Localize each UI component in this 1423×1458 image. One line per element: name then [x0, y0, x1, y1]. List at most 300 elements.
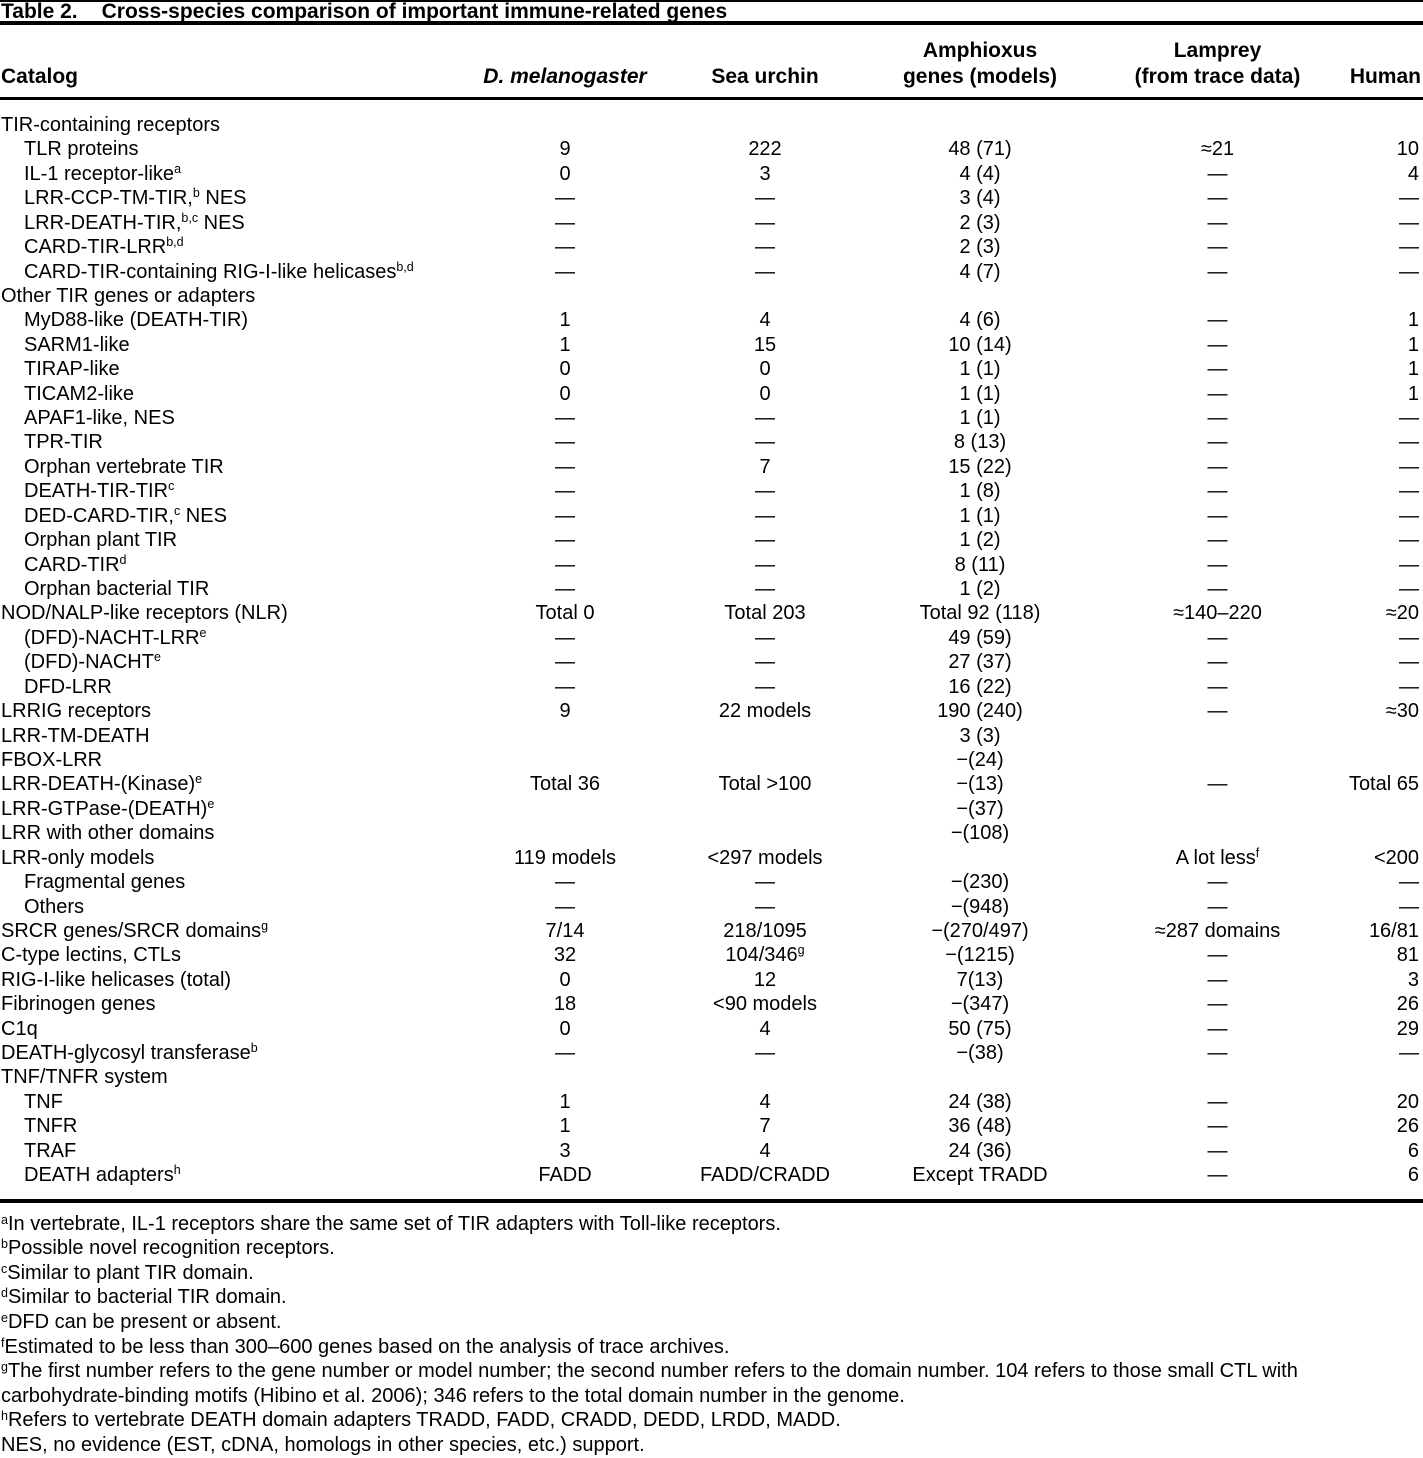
cell-human: 26	[1396, 1115, 1419, 1138]
cell-sea-urchin	[675, 1065, 855, 1089]
cell-sea-urchin: —	[755, 236, 775, 259]
cell-sea-urchin: —	[755, 504, 775, 527]
cell-lamprey: —	[1207, 773, 1228, 796]
cell-lamprey: —	[1207, 871, 1228, 894]
cell-human: 6	[1407, 1139, 1419, 1162]
cell-amphioxus: 10 (14)	[948, 333, 1012, 356]
cell-d-melanogaster: FADD	[538, 1164, 592, 1187]
cell-sea-urchin: <90 models	[713, 993, 817, 1016]
cell-amphioxus: 1 (2)	[959, 578, 1001, 601]
cell-amphioxus: 4 (4)	[959, 162, 1001, 185]
cell-lamprey: —	[1207, 455, 1228, 478]
cell-sea-urchin: 22 models	[718, 700, 812, 723]
cell-amphioxus	[855, 846, 1105, 870]
footnote-text: Similar to plant TIR domain.	[7, 1261, 254, 1284]
cell-catalog: TNF	[24, 1090, 63, 1113]
footnote-text: Estimated to be less than 300–600 genes based on the analysis of trace archives.	[4, 1335, 730, 1358]
footnotes-section	[0, 1203, 1423, 1458]
table-row	[0, 137, 1423, 161]
cell-d-melanogaster: 9	[559, 138, 571, 161]
cell-lamprey	[1105, 1065, 1330, 1089]
column-header-lamprey: Lamprey (from trace data)	[1134, 39, 1301, 88]
cell-lamprey: —	[1207, 407, 1228, 430]
cell-amphioxus: Total 92 (118)	[919, 602, 1041, 625]
cell-catalog: LRR-GTPase-(DEATH)$^e$	[1, 796, 215, 820]
table-row	[0, 919, 1423, 943]
footnote	[0, 1408, 1423, 1433]
cell-sea-urchin: <297 models	[707, 846, 823, 869]
cell-human: 4	[1407, 162, 1419, 185]
cell-human: —	[1399, 626, 1419, 649]
cell-lamprey	[1105, 284, 1330, 308]
cell-amphioxus: 49 (59)	[948, 626, 1012, 649]
cell-catalog: TICAM2-like	[24, 382, 135, 405]
cell-sea-urchin: 3	[759, 162, 771, 185]
cell-d-melanogaster: 7/14	[545, 919, 585, 942]
cell-amphioxus: 24 (38)	[948, 1090, 1012, 1113]
cell-amphioxus: −(1215)	[945, 944, 1015, 967]
footnote-text: Refers to vertebrate DEATH domain adapters TRADD, FADD, CRADD, DEDD, LRDD, MADD.	[7, 1409, 841, 1432]
footnote	[0, 1212, 1423, 1237]
cell-sea-urchin: —	[755, 529, 775, 552]
cell-sea-urchin: 0	[759, 382, 771, 405]
cell-human	[1330, 113, 1423, 137]
cell-amphioxus: 1 (1)	[959, 407, 1001, 430]
table-row	[0, 235, 1423, 259]
cell-amphioxus: −(270/497)	[931, 919, 1029, 942]
cell-lamprey: —	[1207, 895, 1228, 918]
cell-sea-urchin: 0	[759, 358, 771, 381]
cell-lamprey	[1105, 724, 1330, 748]
footnote-marker: g	[1, 1360, 8, 1375]
cell-lamprey: ≈140–220	[1173, 602, 1262, 625]
cell-amphioxus: 2 (3)	[959, 236, 1001, 259]
column-header-amphioxus: Amphioxus genes (models)	[902, 39, 1058, 88]
footnote-text: Similar to bacterial TIR domain.	[7, 1286, 287, 1309]
cell-human: ≈30	[1385, 700, 1419, 723]
table-row	[0, 528, 1423, 552]
cell-sea-urchin: 4	[759, 1017, 771, 1040]
column-header-sea-urchin: Sea urchin	[711, 65, 819, 88]
cell-d-melanogaster: —	[555, 1042, 575, 1065]
table-row	[0, 870, 1423, 894]
cell-lamprey: —	[1207, 236, 1228, 259]
table-row	[0, 626, 1423, 650]
cell-catalog: LRR-DEATH-(Kinase)$^e$	[1, 772, 203, 796]
table-row	[0, 846, 1423, 870]
cell-sea-urchin	[675, 113, 855, 137]
cell-human: —	[1399, 871, 1419, 894]
footnote	[0, 1359, 1423, 1408]
cell-human: —	[1399, 1042, 1419, 1065]
table-row	[0, 455, 1423, 479]
cell-amphioxus: Except TRADD	[912, 1164, 1048, 1187]
table-row	[0, 1090, 1423, 1114]
table-row	[0, 577, 1423, 601]
cell-sea-urchin: 7	[759, 455, 771, 478]
cell-d-melanogaster: 9	[559, 700, 571, 723]
cell-lamprey: —	[1207, 1042, 1228, 1065]
cell-d-melanogaster: —	[555, 626, 575, 649]
cell-human: —	[1399, 431, 1419, 454]
cell-sea-urchin: 7	[759, 1115, 771, 1138]
cell-lamprey: —	[1207, 944, 1228, 967]
cell-lamprey: —	[1207, 578, 1228, 601]
cell-human: <200	[1373, 846, 1419, 869]
cell-catalog: DEATH-TIR-TIR$^c$	[24, 479, 175, 503]
table-row	[0, 308, 1423, 332]
cell-catalog: RIG-I-like helicases (total)	[1, 968, 232, 991]
cell-d-melanogaster	[455, 821, 675, 845]
cell-sea-urchin: 15	[753, 333, 777, 356]
footnote-text: Possible novel recognition receptors.	[7, 1237, 335, 1260]
cell-amphioxus: 2 (3)	[959, 211, 1001, 234]
table-header-row	[0, 25, 1423, 97]
cell-sea-urchin: —	[755, 578, 775, 601]
cell-amphioxus: 3 (4)	[959, 187, 1001, 210]
cell-lamprey: —	[1207, 1090, 1228, 1113]
cell-sea-urchin: 222	[748, 138, 782, 161]
cell-lamprey: —	[1207, 1115, 1228, 1138]
footnote	[0, 1285, 1423, 1310]
cell-d-melanogaster	[455, 284, 675, 308]
cell-catalog: Orphan plant TIR	[24, 529, 178, 552]
cell-d-melanogaster: 0	[559, 968, 571, 991]
cell-amphioxus: −(37)	[956, 797, 1004, 820]
cell-amphioxus: 8 (13)	[953, 431, 1007, 454]
footnote	[0, 1261, 1423, 1286]
cell-amphioxus: 190 (240)	[937, 700, 1023, 723]
cell-amphioxus: 27 (37)	[948, 651, 1012, 674]
cell-amphioxus: 1 (1)	[959, 504, 1001, 527]
table-row	[0, 821, 1423, 845]
cell-sea-urchin: 12	[753, 968, 777, 991]
cell-sea-urchin: —	[755, 407, 775, 430]
cell-lamprey: —	[1207, 309, 1228, 332]
cell-human: —	[1399, 211, 1419, 234]
cell-d-melanogaster: —	[555, 260, 575, 283]
cell-lamprey	[1105, 821, 1330, 845]
cell-catalog: MyD88-like (DEATH-TIR)	[24, 309, 249, 332]
cell-sea-urchin: Total 203	[724, 602, 806, 625]
cell-d-melanogaster	[455, 1065, 675, 1089]
table-row	[0, 479, 1423, 503]
cell-sea-urchin	[675, 797, 855, 821]
cell-human: 1	[1407, 309, 1419, 332]
table-row	[0, 772, 1423, 796]
cell-catalog: LRR-TM-DEATH	[1, 724, 150, 747]
cell-lamprey	[1105, 748, 1330, 772]
cell-sea-urchin	[675, 724, 855, 748]
footnote-marker: e	[1, 1310, 8, 1325]
cell-human: —	[1399, 651, 1419, 674]
cell-human: 3	[1407, 968, 1419, 991]
cell-human: Total 65	[1348, 773, 1419, 796]
cell-d-melanogaster: 0	[559, 1017, 571, 1040]
cell-amphioxus	[855, 1065, 1105, 1089]
cell-human	[1330, 821, 1423, 845]
cell-catalog: LRR-only models	[1, 846, 155, 869]
cell-d-melanogaster: —	[555, 504, 575, 527]
cell-amphioxus: 4 (7)	[959, 260, 1001, 283]
cell-lamprey	[1105, 797, 1330, 821]
table-row	[0, 992, 1423, 1016]
cell-human: ≈20	[1385, 602, 1419, 625]
table-row	[0, 943, 1423, 967]
cell-catalog: LRR-DEATH-TIR,$^{b,c}$ NES	[24, 210, 245, 234]
cell-catalog: LRRIG receptors	[1, 700, 152, 723]
cell-lamprey: —	[1207, 1164, 1228, 1187]
cell-human: —	[1399, 236, 1419, 259]
cell-d-melanogaster: Total 36	[529, 773, 601, 796]
cell-lamprey: —	[1207, 553, 1228, 576]
cell-human: —	[1399, 260, 1419, 283]
cell-sea-urchin: 4	[759, 1139, 771, 1162]
cell-d-melanogaster: —	[555, 529, 575, 552]
cell-sea-urchin	[675, 821, 855, 845]
footnote-marker: b	[1, 1237, 8, 1252]
cell-sea-urchin: FADD/CRADD	[699, 1164, 830, 1187]
cell-lamprey: —	[1207, 651, 1228, 674]
cell-amphioxus: 50 (75)	[948, 1017, 1012, 1040]
cell-human	[1330, 1065, 1423, 1089]
cell-amphioxus: 16 (22)	[948, 675, 1012, 698]
table-row	[0, 382, 1423, 406]
cell-amphioxus: −(347)	[950, 993, 1010, 1016]
table-row	[0, 504, 1423, 528]
table-row	[0, 1041, 1423, 1065]
footnote	[0, 1335, 1423, 1360]
cell-lamprey: —	[1207, 504, 1228, 527]
cell-d-melanogaster: 0	[559, 162, 571, 185]
cell-lamprey: —	[1207, 431, 1228, 454]
cell-catalog: IL-1 receptor-like$^a$	[24, 161, 182, 185]
cell-amphioxus: 7(13)	[956, 968, 1004, 991]
table-title	[0, 2, 1423, 21]
cell-lamprey: —	[1207, 382, 1228, 405]
cell-catalog: Fragmental genes	[24, 871, 186, 894]
cell-catalog: C-type lectins, CTLs	[1, 944, 182, 967]
table-row	[0, 748, 1423, 772]
table-row	[0, 260, 1423, 284]
cell-lamprey: —	[1207, 626, 1228, 649]
cell-sea-urchin: 4	[759, 1090, 771, 1113]
cell-human: 16/81	[1368, 919, 1419, 942]
column-header-d-melanogaster: D. melanogaster	[483, 65, 647, 88]
cell-lamprey: —	[1207, 968, 1228, 991]
footnote-text: The first number refers to the gene number or model number; the second number refers to the domain number. 104 refers to those small CTL with carbohydrate-binding motifs (Hibino et al. 2006); 346 refers to the total domain number in the genome.	[1, 1360, 1298, 1407]
footnote-text: NES, no evidence (EST, cDNA, homologs in other species, etc.) support.	[1, 1433, 645, 1456]
cell-lamprey: —	[1207, 187, 1228, 210]
footnote-text: DFD can be present or absent.	[7, 1310, 282, 1333]
cell-human: 81	[1396, 944, 1419, 967]
table-row	[0, 284, 1423, 308]
table-row	[0, 357, 1423, 381]
cell-d-melanogaster: —	[555, 578, 575, 601]
cell-d-melanogaster: —	[555, 211, 575, 234]
column-header-catalog: Catalog	[1, 65, 79, 88]
table-row	[0, 333, 1423, 357]
cell-sea-urchin: —	[755, 871, 775, 894]
cell-sea-urchin: —	[755, 651, 775, 674]
table-row	[0, 1065, 1423, 1089]
cell-human: 29	[1396, 1017, 1419, 1040]
cell-human	[1330, 724, 1423, 748]
cell-sea-urchin: Total >100	[718, 773, 812, 796]
cell-catalog: SRCR genes/SRCR domains$^g$	[1, 918, 269, 942]
cell-d-melanogaster: —	[555, 871, 575, 894]
cell-human: —	[1399, 895, 1419, 918]
cell-d-melanogaster: —	[555, 895, 575, 918]
cell-lamprey: A lot less$^f$	[1175, 845, 1260, 869]
table-row	[0, 724, 1423, 748]
cell-human: 26	[1396, 993, 1419, 1016]
cell-amphioxus: −(24)	[956, 748, 1004, 771]
cell-human: —	[1399, 529, 1419, 552]
cell-lamprey: —	[1207, 1017, 1228, 1040]
cell-catalog: DED-CARD-TIR,$^c$ NES	[24, 503, 227, 527]
cell-human: 6	[1407, 1164, 1419, 1187]
cell-sea-urchin	[675, 284, 855, 308]
table-row	[0, 675, 1423, 699]
cell-amphioxus: −(230)	[950, 871, 1010, 894]
cell-d-melanogaster: 0	[559, 358, 571, 381]
cell-d-melanogaster: —	[555, 455, 575, 478]
cell-catalog: SARM1-like	[24, 333, 130, 356]
cell-sea-urchin	[675, 748, 855, 772]
cell-lamprey: —	[1207, 993, 1228, 1016]
footnote	[0, 1310, 1423, 1335]
cell-d-melanogaster: 1	[559, 1090, 571, 1113]
cell-catalog: Orphan bacterial TIR	[24, 578, 210, 601]
cell-d-melanogaster: —	[555, 480, 575, 503]
footnote	[0, 1433, 1423, 1458]
cell-amphioxus: 8 (11)	[954, 553, 1006, 576]
cell-amphioxus: 1 (1)	[959, 358, 1001, 381]
cell-sea-urchin: 4	[759, 309, 771, 332]
cell-lamprey: —	[1207, 333, 1228, 356]
table-row	[0, 186, 1423, 210]
cell-human	[1330, 748, 1423, 772]
cell-lamprey: —	[1207, 700, 1228, 723]
cell-human: 1	[1407, 382, 1419, 405]
cell-d-melanogaster: —	[555, 553, 575, 576]
cell-human: —	[1399, 675, 1419, 698]
cell-catalog: TNFR	[24, 1115, 78, 1138]
table-row	[0, 1163, 1423, 1187]
cell-catalog: DEATH-glycosyl transferase$^b$	[1, 1041, 258, 1065]
cell-catalog: DEATH adapters$^h$	[24, 1163, 181, 1187]
cell-d-melanogaster: 1	[559, 309, 571, 332]
cell-catalog: Fibrinogen genes	[1, 993, 156, 1016]
cell-sea-urchin: —	[755, 260, 775, 283]
cell-sea-urchin: —	[755, 211, 775, 234]
cell-d-melanogaster: 3	[559, 1139, 571, 1162]
cell-d-melanogaster: 32	[553, 944, 577, 967]
table-row	[0, 797, 1423, 821]
table-row	[0, 1114, 1423, 1138]
cell-lamprey: —	[1207, 1139, 1228, 1162]
cell-lamprey: ≈287 domains	[1154, 919, 1281, 942]
cell-human: —	[1399, 578, 1419, 601]
table-caption: Cross-species comparison of important immune-related genes	[101, 0, 728, 23]
cell-catalog: DFD-LRR	[24, 675, 112, 698]
cell-sea-urchin: 104/346$^g$	[725, 943, 805, 967]
footnote-marker: c	[1, 1261, 8, 1276]
table-row	[0, 895, 1423, 919]
cell-amphioxus: 48 (71)	[948, 138, 1012, 161]
cell-sea-urchin: —	[755, 895, 775, 918]
cell-catalog: Other TIR genes or adapters	[1, 284, 256, 307]
table-row	[0, 406, 1423, 430]
cell-sea-urchin: —	[755, 1042, 775, 1065]
cell-human: —	[1399, 504, 1419, 527]
cell-human: —	[1399, 553, 1419, 576]
cell-catalog: Others	[24, 895, 85, 918]
cell-human: —	[1399, 407, 1419, 430]
cell-sea-urchin: —	[755, 187, 775, 210]
cell-lamprey: —	[1207, 211, 1228, 234]
cell-lamprey: —	[1207, 260, 1228, 283]
table-row	[0, 650, 1423, 674]
cell-amphioxus: −(13)	[956, 773, 1004, 796]
cell-catalog: C1q	[1, 1017, 38, 1040]
cell-human: 1	[1407, 333, 1419, 356]
cell-d-melanogaster: —	[555, 187, 575, 210]
cell-d-melanogaster: —	[555, 236, 575, 259]
table-row	[0, 968, 1423, 992]
cell-catalog: TRAF	[24, 1139, 77, 1162]
column-header-human: Human	[1349, 65, 1421, 88]
cell-lamprey: —	[1207, 162, 1228, 185]
cell-d-melanogaster	[455, 797, 675, 821]
cell-catalog: Orphan vertebrate TIR	[24, 455, 224, 478]
cell-catalog: CARD-TIR-LRR$^{b,d}$	[24, 235, 184, 259]
cell-catalog: NOD/NALP-like receptors (NLR)	[1, 602, 288, 625]
cell-catalog: TIR-containing receptors	[1, 114, 220, 136]
cell-d-melanogaster: 1	[559, 1115, 571, 1138]
cell-d-melanogaster: —	[555, 431, 575, 454]
cell-lamprey: ≈21	[1200, 138, 1235, 161]
table-row	[0, 1017, 1423, 1041]
footnote-marker: d	[1, 1286, 8, 1301]
cell-d-melanogaster: 0	[559, 382, 571, 405]
cell-human: —	[1399, 187, 1419, 210]
cell-amphioxus: −(948)	[950, 895, 1010, 918]
table-row	[0, 211, 1423, 235]
cell-human: 20	[1396, 1090, 1419, 1113]
cell-amphioxus: 1 (2)	[959, 529, 1001, 552]
table-row	[0, 430, 1423, 454]
cell-amphioxus	[855, 284, 1105, 308]
footnote-marker: f	[1, 1335, 5, 1350]
table-row	[0, 699, 1423, 723]
cell-d-melanogaster: —	[555, 675, 575, 698]
cell-amphioxus: −(38)	[956, 1042, 1004, 1065]
cell-sea-urchin: 218/1095	[723, 919, 807, 942]
cell-d-melanogaster	[455, 748, 675, 772]
table-row	[0, 1139, 1423, 1163]
cell-lamprey: —	[1207, 675, 1228, 698]
cell-amphioxus: 4 (6)	[959, 309, 1001, 332]
cell-catalog: TIRAP-like	[24, 358, 120, 381]
cell-d-melanogaster	[455, 113, 675, 137]
cell-catalog: TPR-TIR	[24, 431, 103, 454]
cell-human	[1330, 284, 1423, 308]
table-body	[0, 100, 1423, 1199]
cell-sea-urchin: —	[755, 431, 775, 454]
cell-lamprey: —	[1207, 358, 1228, 381]
